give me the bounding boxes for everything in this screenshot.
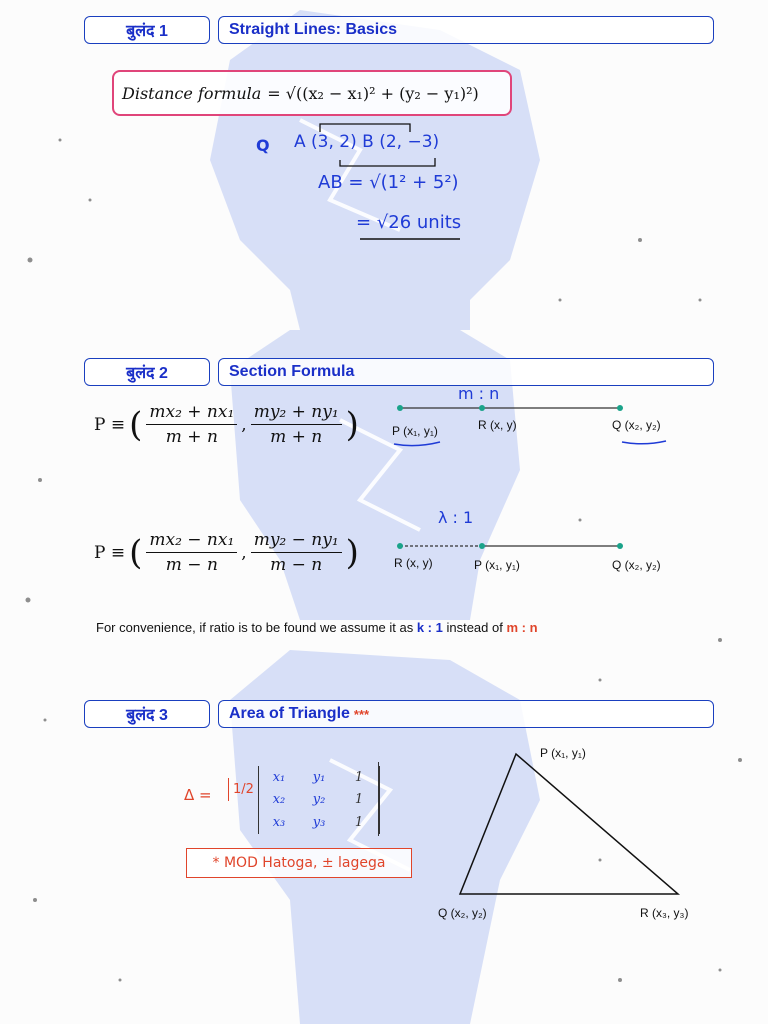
- section-title-1: [218, 16, 714, 44]
- result-underline: [360, 236, 470, 244]
- numerator-x: mx₂ − nx₁: [146, 530, 237, 553]
- matrix-cell: y₂: [312, 792, 326, 808]
- numerator-y: my₂ − ny₁: [251, 530, 342, 553]
- denominator-x: m + n: [165, 427, 218, 447]
- p-equiv: P ≡: [94, 542, 126, 563]
- matrix-cell: y₃: [312, 815, 326, 831]
- note-mn-ratio: m : n: [506, 620, 538, 635]
- section-badge-2: [84, 358, 210, 386]
- note-k-ratio: k : 1: [416, 620, 443, 635]
- fraction-x: [146, 402, 237, 447]
- denominator-y: m − n: [270, 555, 323, 575]
- distance-formula-box: [112, 70, 512, 116]
- close-paren: ): [345, 404, 359, 445]
- pairing-brackets: [310, 120, 450, 170]
- importance-stars: ***: [353, 706, 370, 722]
- internal-division-line: [390, 396, 630, 416]
- triangle-diagram: [440, 740, 700, 910]
- close-paren: ): [345, 532, 359, 573]
- half-factor: 1/2: [228, 778, 259, 801]
- denominator-y: m + n: [270, 427, 323, 447]
- numerator-x: mx₂ + nx₁: [146, 402, 237, 425]
- fraction-y: [251, 402, 342, 447]
- distance-rhs: = √((x₂ − x₁)² + (y₂ − y₁)²): [267, 83, 479, 103]
- mod-note-box: * MOD Hatoga, ± lagega: [186, 848, 412, 878]
- internal-ratio: m : n: [458, 384, 500, 403]
- convenience-note: [96, 620, 538, 635]
- ab-expression: AB = √(1² + 5²): [318, 172, 459, 193]
- open-paren: (: [129, 404, 143, 445]
- matrix-cell: 1: [354, 792, 364, 808]
- handwritten-underlines: [390, 436, 680, 450]
- matrix-cell: y₁: [312, 769, 326, 785]
- title-label: Section Formula: [229, 363, 355, 380]
- fraction-y: [251, 530, 342, 575]
- badge-label: बुलंद 3: [126, 707, 168, 724]
- section-badge-3: [84, 700, 210, 728]
- comma: ,: [241, 542, 247, 563]
- determinant-matrix: [258, 766, 380, 834]
- section-title-3: [218, 700, 714, 728]
- matrix-cell: x₂: [272, 792, 286, 808]
- external-division-line: [390, 536, 630, 556]
- p-equiv: P ≡: [94, 414, 126, 435]
- distance-lhs: Distance formula: [122, 83, 262, 103]
- denominator-x: m − n: [165, 555, 218, 575]
- badge-label: बुलंद 2: [126, 365, 168, 382]
- fraction-x: [146, 530, 237, 575]
- internal-label-q: Q (x₂, y₂): [612, 418, 661, 432]
- internal-label-p: P (x₁, y₁): [392, 424, 438, 438]
- external-label-r: R (x, y): [394, 556, 433, 570]
- external-label-q: Q (x₂, y₂): [612, 558, 661, 572]
- numerator-y: my₂ + ny₁: [251, 402, 342, 425]
- external-ratio: λ : 1: [438, 508, 474, 527]
- section-badge-1: [84, 16, 210, 44]
- determinant-outer-bar: [374, 762, 379, 836]
- example-points: A (3, 2) B (2, −3): [294, 132, 440, 152]
- comma: ,: [241, 414, 247, 435]
- external-section-formula: [94, 530, 359, 575]
- matrix-cell: 1: [354, 815, 364, 831]
- vertex-label-p: P (x₁, y₁): [540, 746, 586, 760]
- note-text-a: For convenience, if ratio is to be found we assume it as: [96, 620, 417, 635]
- internal-label-r: R (x, y): [478, 418, 517, 432]
- open-paren: (: [129, 532, 143, 573]
- matrix-cell: x₃: [272, 815, 286, 831]
- vertex-label-r: R (x₃, y₃): [640, 906, 689, 920]
- vertex-label-q: Q (x₂, y₂): [438, 906, 487, 920]
- note-text-b: instead of: [442, 620, 507, 635]
- title-label: Area of Triangle: [229, 705, 350, 722]
- delta-symbol: Δ =: [184, 786, 212, 804]
- question-marker: Q: [256, 136, 270, 155]
- matrix-cell: x₁: [272, 769, 286, 785]
- matrix-cell: 1: [354, 769, 364, 785]
- external-label-p: P (x₁, y₁): [474, 558, 520, 572]
- internal-section-formula: [94, 402, 359, 447]
- badge-label: बुलंद 1: [126, 23, 168, 40]
- title-label: Straight Lines: Basics: [229, 21, 398, 38]
- section-title-2: [218, 358, 714, 386]
- ab-result: = √26 units: [356, 212, 462, 233]
